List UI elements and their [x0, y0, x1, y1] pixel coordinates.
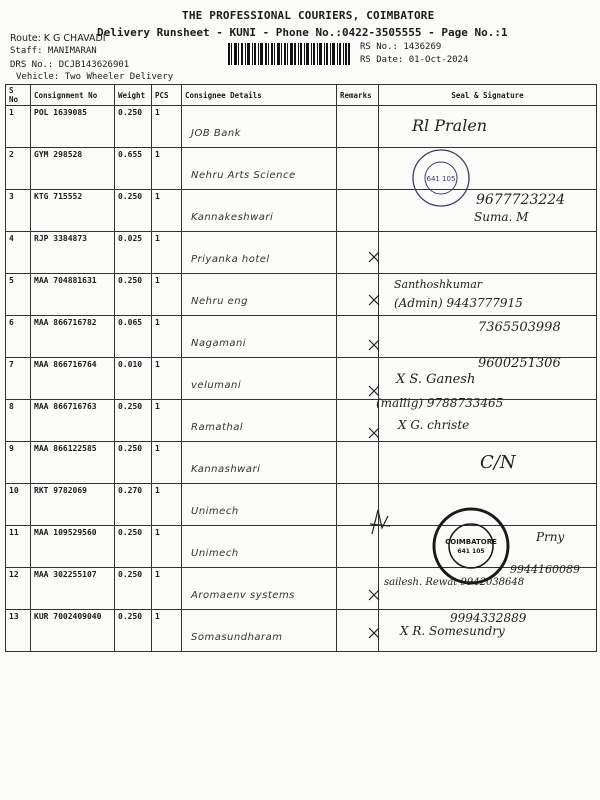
col-header-seal: Seal & Signature — [379, 85, 597, 106]
staff-text: Staff: MANIMARAN — [10, 46, 97, 56]
consignee-handwritten: Aromaenv systems — [191, 590, 295, 601]
note-row9: C/N — [480, 452, 516, 473]
cell-weight: 0.065 — [115, 316, 152, 358]
phone-row3: 9677723224 — [476, 192, 566, 208]
signature-row1: Rl Pralen — [412, 116, 488, 135]
cell-consignee — [182, 568, 337, 610]
consignee-handwritten: Kannashwari — [191, 464, 261, 475]
cell-weight: 0.250 — [115, 442, 152, 484]
col-header-pcs: PCS — [152, 85, 182, 106]
consignee-handwritten: velumani — [191, 380, 242, 391]
col-header-weight: Weight — [115, 85, 152, 106]
col-header-consignment: Consignment No — [31, 85, 115, 106]
x-marks-icon — [367, 240, 383, 640]
cell-weight: 0.025 — [115, 232, 152, 274]
consignee-handwritten: JOB Bank — [191, 128, 241, 139]
svg-text:COIMBATORE: COIMBATORE — [445, 538, 497, 546]
cell-weight: 0.250 — [115, 106, 152, 148]
col-header-consignee: Consignee Details — [182, 85, 337, 106]
runsheet-subtitle: Delivery Runsheet - KUNI - Phone No.:0422-3505555 - Page No.:1 — [97, 26, 508, 39]
cell-consignment: MAA 866716782 — [31, 316, 115, 358]
college-stamp-icon — [411, 148, 471, 208]
signature-row12: sailesh. Rewat 9942038648 — [384, 577, 525, 588]
cell-sno: 10 — [6, 484, 31, 526]
cell-pcs: 1 — [152, 358, 182, 400]
table-header-row — [6, 85, 597, 106]
cell-pcs: 1 — [152, 148, 182, 190]
cell-consignee — [182, 610, 337, 652]
cell-pcs: 1 — [152, 484, 182, 526]
cell-consignee — [182, 274, 337, 316]
phone-row12: 9944160089 — [510, 563, 580, 576]
cell-weight: 0.250 — [115, 526, 152, 568]
col-header-remarks: Remarks — [337, 85, 379, 106]
cell-consignee — [182, 232, 337, 274]
signature-row7: X S. Ganesh — [396, 372, 476, 387]
cell-consignment: MAA 866122585 — [31, 442, 115, 484]
cell-weight: 0.250 — [115, 568, 152, 610]
phone-row6: 7365503998 — [478, 320, 561, 335]
cell-pcs: 1 — [152, 610, 182, 652]
table-row — [6, 148, 597, 190]
scribble-row11-icon — [368, 508, 392, 538]
table-row — [6, 400, 597, 442]
cell-weight: 0.250 — [115, 610, 152, 652]
cell-weight: 0.655 — [115, 148, 152, 190]
cell-consignment: RJP 3384873 — [31, 232, 115, 274]
consignee-handwritten: Priyanka hotel — [191, 254, 270, 265]
cell-remarks — [337, 106, 379, 148]
cell-sno: 8 — [6, 400, 31, 442]
cell-sno: 9 — [6, 442, 31, 484]
signature-row5: Santhoshkumar — [394, 278, 483, 291]
rs-number: RS No.: 1436269 — [360, 42, 442, 52]
consignee-handwritten: Unimech — [191, 548, 239, 559]
cell-sno: 11 — [6, 526, 31, 568]
cell-consignment: MAA 302255107 — [31, 568, 115, 610]
cell-consignment: MAA 704881631 — [31, 274, 115, 316]
cell-remarks — [337, 190, 379, 232]
phone-row5: (Admin) 9443777915 — [394, 296, 523, 310]
unimech-stamp-icon — [426, 506, 516, 586]
cell-pcs: 1 — [152, 316, 182, 358]
rs-date: RS Date: 01-Oct-2024 — [360, 55, 469, 65]
phone-row7: 9600251306 — [478, 356, 561, 371]
cell-sno: 7 — [6, 358, 31, 400]
cell-pcs: 1 — [152, 274, 182, 316]
table-row — [6, 232, 597, 274]
cell-pcs: 1 — [152, 568, 182, 610]
cell-sno: 5 — [6, 274, 31, 316]
cell-sno: 3 — [6, 190, 31, 232]
cell-consignee — [182, 400, 337, 442]
barcode-image — [228, 43, 350, 65]
cell-weight: 0.250 — [115, 190, 152, 232]
col-header-sno: S No — [6, 85, 31, 106]
cell-pcs: 1 — [152, 442, 182, 484]
route-text: Route: K G CHAVADI — [10, 33, 106, 44]
svg-text:641 105: 641 105 — [457, 548, 485, 555]
table-row — [6, 106, 597, 148]
consignee-handwritten: Ramathal — [191, 422, 244, 433]
cell-consignment: GYM 298528 — [31, 148, 115, 190]
cell-sno: 4 — [6, 232, 31, 274]
cell-sno: 1 — [6, 106, 31, 148]
cell-consignee — [182, 484, 337, 526]
company-title: THE PROFESSIONAL COURIERS, COIMBATORE — [182, 9, 435, 22]
phone-row13: 9994332889 — [450, 611, 527, 625]
cell-pcs: 1 — [152, 400, 182, 442]
cell-consignee — [182, 442, 337, 484]
cell-weight: 0.250 — [115, 400, 152, 442]
vehicle-text: Vehicle: Two Wheeler Delivery — [16, 72, 174, 82]
cell-sno: 12 — [6, 568, 31, 610]
cell-consignee — [182, 358, 337, 400]
cell-consignment: MAA 866716764 — [31, 358, 115, 400]
cell-pcs: 1 — [152, 106, 182, 148]
cell-consignment: KUR 7002409040 — [31, 610, 115, 652]
cell-pcs: 1 — [152, 190, 182, 232]
consignee-handwritten: Somasundharam — [191, 632, 283, 643]
cell-sno: 2 — [6, 148, 31, 190]
drs-number: DRS No.: DCJB143626901 — [10, 60, 130, 70]
consignee-handwritten: Nehru Arts Science — [191, 170, 296, 181]
phone-row8: (mallig) 9788733465 — [376, 396, 504, 410]
svg-text:641 105: 641 105 — [426, 175, 456, 183]
cell-sno: 13 — [6, 610, 31, 652]
consignee-handwritten: Unimech — [191, 506, 239, 517]
cell-consignment: KTG 715552 — [31, 190, 115, 232]
cell-pcs: 1 — [152, 232, 182, 274]
cell-sno: 6 — [6, 316, 31, 358]
cell-remarks — [337, 148, 379, 190]
signature-row3: Suma. M — [474, 210, 529, 224]
signature-row13: X R. Somesundry — [400, 624, 505, 638]
cell-signature — [379, 232, 597, 274]
cell-consignment: MAA 866716763 — [31, 400, 115, 442]
consignee-handwritten: Kannakeshwari — [191, 212, 274, 223]
cell-weight: 0.250 — [115, 274, 152, 316]
cell-consignment: MAA 109529560 — [31, 526, 115, 568]
consignee-handwritten: Nagamani — [191, 338, 247, 349]
cell-consignee — [182, 106, 337, 148]
cell-pcs: 1 — [152, 526, 182, 568]
cell-weight: 0.010 — [115, 358, 152, 400]
cell-consignee — [182, 148, 337, 190]
cell-consignment: POL 1639085 — [31, 106, 115, 148]
signature-row11: Prny — [536, 530, 565, 544]
signature-row8: X G. christe — [398, 418, 470, 432]
cell-consignment: RKT 9782069 — [31, 484, 115, 526]
cell-consignee — [182, 526, 337, 568]
consignee-handwritten: Nehru eng — [191, 296, 248, 307]
cell-weight: 0.270 — [115, 484, 152, 526]
cell-consignee — [182, 190, 337, 232]
cell-consignee — [182, 316, 337, 358]
